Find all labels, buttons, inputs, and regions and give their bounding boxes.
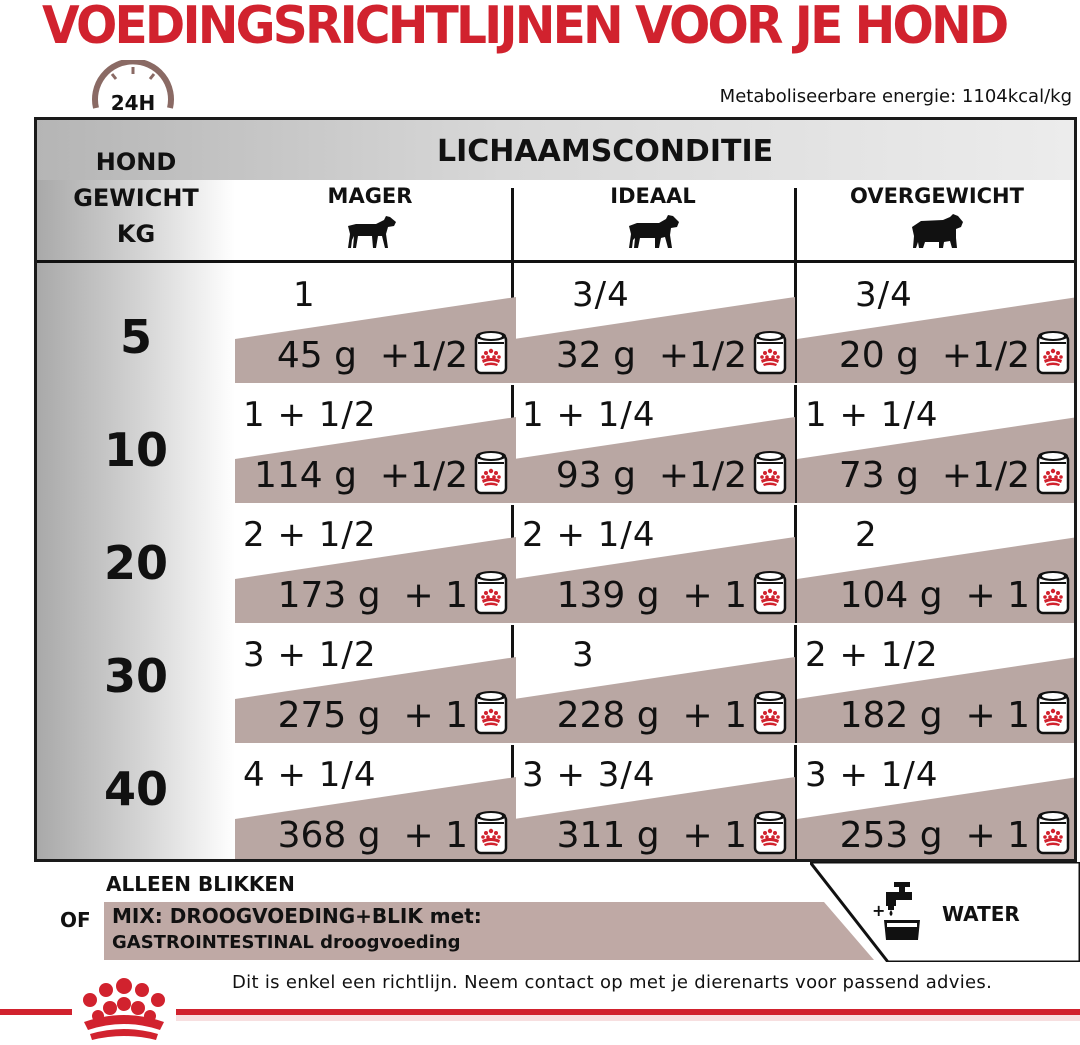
feeding-cell [514,263,795,383]
mix-amount [277,335,468,376]
column-label: MAGER [327,184,413,208]
thin-dog-icon [342,214,398,250]
weight-header-line: GEWICHT [73,184,199,212]
dry-food-grams: 311 g [556,815,660,856]
cans-only-amount: 1 [293,275,316,315]
feeding-cell [235,623,516,743]
feeding-cell [235,263,516,383]
dry-food-grams: 45 g [276,335,357,376]
dog-weight-header [37,144,235,252]
water-tap-icon [872,880,928,942]
feeding-cell [235,383,516,503]
overweight-dog-icon [909,214,965,250]
feeding-cell [235,503,516,623]
can-amount: + 1 [682,815,747,856]
can-icon [474,329,508,379]
can-amount: + 1 [965,815,1030,856]
can-amount: + 1 [403,575,468,616]
metabolizable-energy: Metaboliseerbare energie: 1104kcal/kg [719,86,1072,107]
cans-only-label: ALLEEN BLIKKEN [106,872,295,896]
cans-only-amount: 3/4 [572,275,630,315]
water-plus-sign: + [872,901,886,920]
cans-only-amount: 1 + 1/4 [522,395,656,435]
mix-amount [556,335,747,376]
feeding-cell [797,743,1077,862]
column-header-mager [230,184,510,250]
row-divider [235,743,1077,745]
can-amount: + 1 [682,575,747,616]
can-icon [474,809,508,859]
mix-amount [278,575,468,616]
weight-header-line: KG [116,220,156,248]
feeding-cell [797,623,1077,743]
dry-food-grams: 114 g [253,455,357,496]
can-amount: + 1 [965,695,1030,736]
dry-food-grams: 182 g [839,695,943,736]
spacer [381,575,404,616]
spacer [943,695,966,736]
spacer [381,815,404,856]
column-header-ideaal [513,184,793,250]
or-label: OF [60,908,91,932]
can-icon [753,809,787,859]
weight-label: 40 [103,762,168,816]
spacer [919,455,942,496]
column-label: OVERGEWICHT [850,184,1024,208]
ideal-dog-icon [625,214,681,250]
mix-amount [557,575,747,616]
can-icon [1036,329,1070,379]
mix-amount [278,695,468,736]
dry-food-grams: 73 g [838,455,919,496]
mix-amount [557,815,747,856]
mix-amount [278,815,468,856]
can-icon [753,569,787,619]
mix-amount [254,455,468,496]
mix-amount [840,815,1030,856]
can-icon [1036,449,1070,499]
dry-food-grams: 139 g [556,575,660,616]
dry-food-grams: 32 g [555,335,636,376]
cans-only-amount: 1 + 1/2 [243,395,377,435]
feeding-cell [514,623,795,743]
can-icon [753,329,787,379]
24h-clock-icon [88,60,178,120]
cans-only-amount: 2 + 1/4 [522,515,656,555]
mix-amount [557,695,747,736]
feeding-cell [235,743,516,862]
can-icon [1036,689,1070,739]
legend-area [0,862,1080,1045]
spacer [381,695,404,736]
body-condition-title: LICHAAMSCONDITIE [437,134,774,169]
can-amount: +1/2 [379,455,468,496]
feeding-cell [797,503,1077,623]
mix-legend-line2: GASTROINTESTINAL droogvoeding [112,932,461,953]
can-amount: + 1 [403,695,468,736]
mix-amount [840,575,1030,616]
row-divider [235,503,1077,505]
dry-food-grams: 368 g [277,815,381,856]
mix-legend-line1: MIX: DROOGVOEDING+BLIK met: [112,904,482,928]
weight-label: 5 [119,310,152,364]
cans-only-amount: 3/4 [855,275,913,315]
weight-label: 30 [103,649,168,703]
cans-only-amount: 1 + 1/4 [805,395,939,435]
mix-amount [839,335,1030,376]
dry-food-grams: 253 g [839,815,943,856]
spacer [660,815,683,856]
spacer [636,335,659,376]
can-icon [753,449,787,499]
can-amount: +1/2 [941,335,1030,376]
mix-amount [840,695,1030,736]
can-amount: +1/2 [941,455,1030,496]
dry-food-grams: 93 g [555,455,636,496]
weight-label: 10 [103,423,168,477]
can-amount: +1/2 [658,455,747,496]
cans-only-amount: 4 + 1/4 [243,755,377,795]
spacer [919,335,942,376]
can-icon [474,569,508,619]
cans-only-amount: 3 + 3/4 [522,755,656,795]
can-icon [1036,809,1070,859]
dry-food-grams: 20 g [838,335,919,376]
can-amount: + 1 [965,575,1030,616]
spacer [660,575,683,616]
row-divider [235,383,1077,385]
feeding-cell [797,263,1077,383]
cans-only-amount: 2 + 1/2 [805,635,939,675]
can-icon [1036,569,1070,619]
cans-only-amount: 3 + 1/4 [805,755,939,795]
clock-label: 24H [110,91,156,115]
can-icon [753,689,787,739]
column-header-overgewicht [797,184,1077,250]
cans-only-amount: 2 + 1/2 [243,515,377,555]
spacer [636,455,659,496]
disclaimer-text: Dit is enkel een richtlijn. Neem contact op met je dierenarts voor passend advies. [232,972,993,993]
can-icon [474,689,508,739]
cans-only-amount: 3 [572,635,595,675]
row-divider [235,623,1077,625]
dry-food-grams: 275 g [277,695,381,736]
dry-food-grams: 173 g [277,575,381,616]
mix-amount [839,455,1030,496]
spacer [943,815,966,856]
mix-amount [556,455,747,496]
feeding-cell [514,743,795,862]
spacer [357,335,380,376]
can-icon [474,449,508,499]
water-label: WATER [942,902,1020,926]
spacer [943,575,966,616]
cans-only-amount: 3 + 1/2 [243,635,377,675]
can-amount: + 1 [682,695,747,736]
royal-canin-crown-logo [72,978,176,1044]
dry-food-grams: 228 g [556,695,660,736]
can-amount: +1/2 [379,335,468,376]
can-amount: + 1 [403,815,468,856]
feeding-table [34,117,1077,862]
can-amount: +1/2 [658,335,747,376]
spacer [357,455,380,496]
feeding-cell [514,503,795,623]
feeding-cell [514,383,795,503]
spacer [660,695,683,736]
feeding-cell [797,383,1077,503]
weight-label: 20 [103,536,168,590]
weight-header-line: HOND [95,148,177,176]
column-label: IDEAAL [610,184,696,208]
dry-food-grams: 104 g [839,575,943,616]
page-title: VOEDINGSRICHTLIJNEN VOOR JE HOND [42,0,1007,56]
cans-only-amount: 2 [855,515,878,555]
